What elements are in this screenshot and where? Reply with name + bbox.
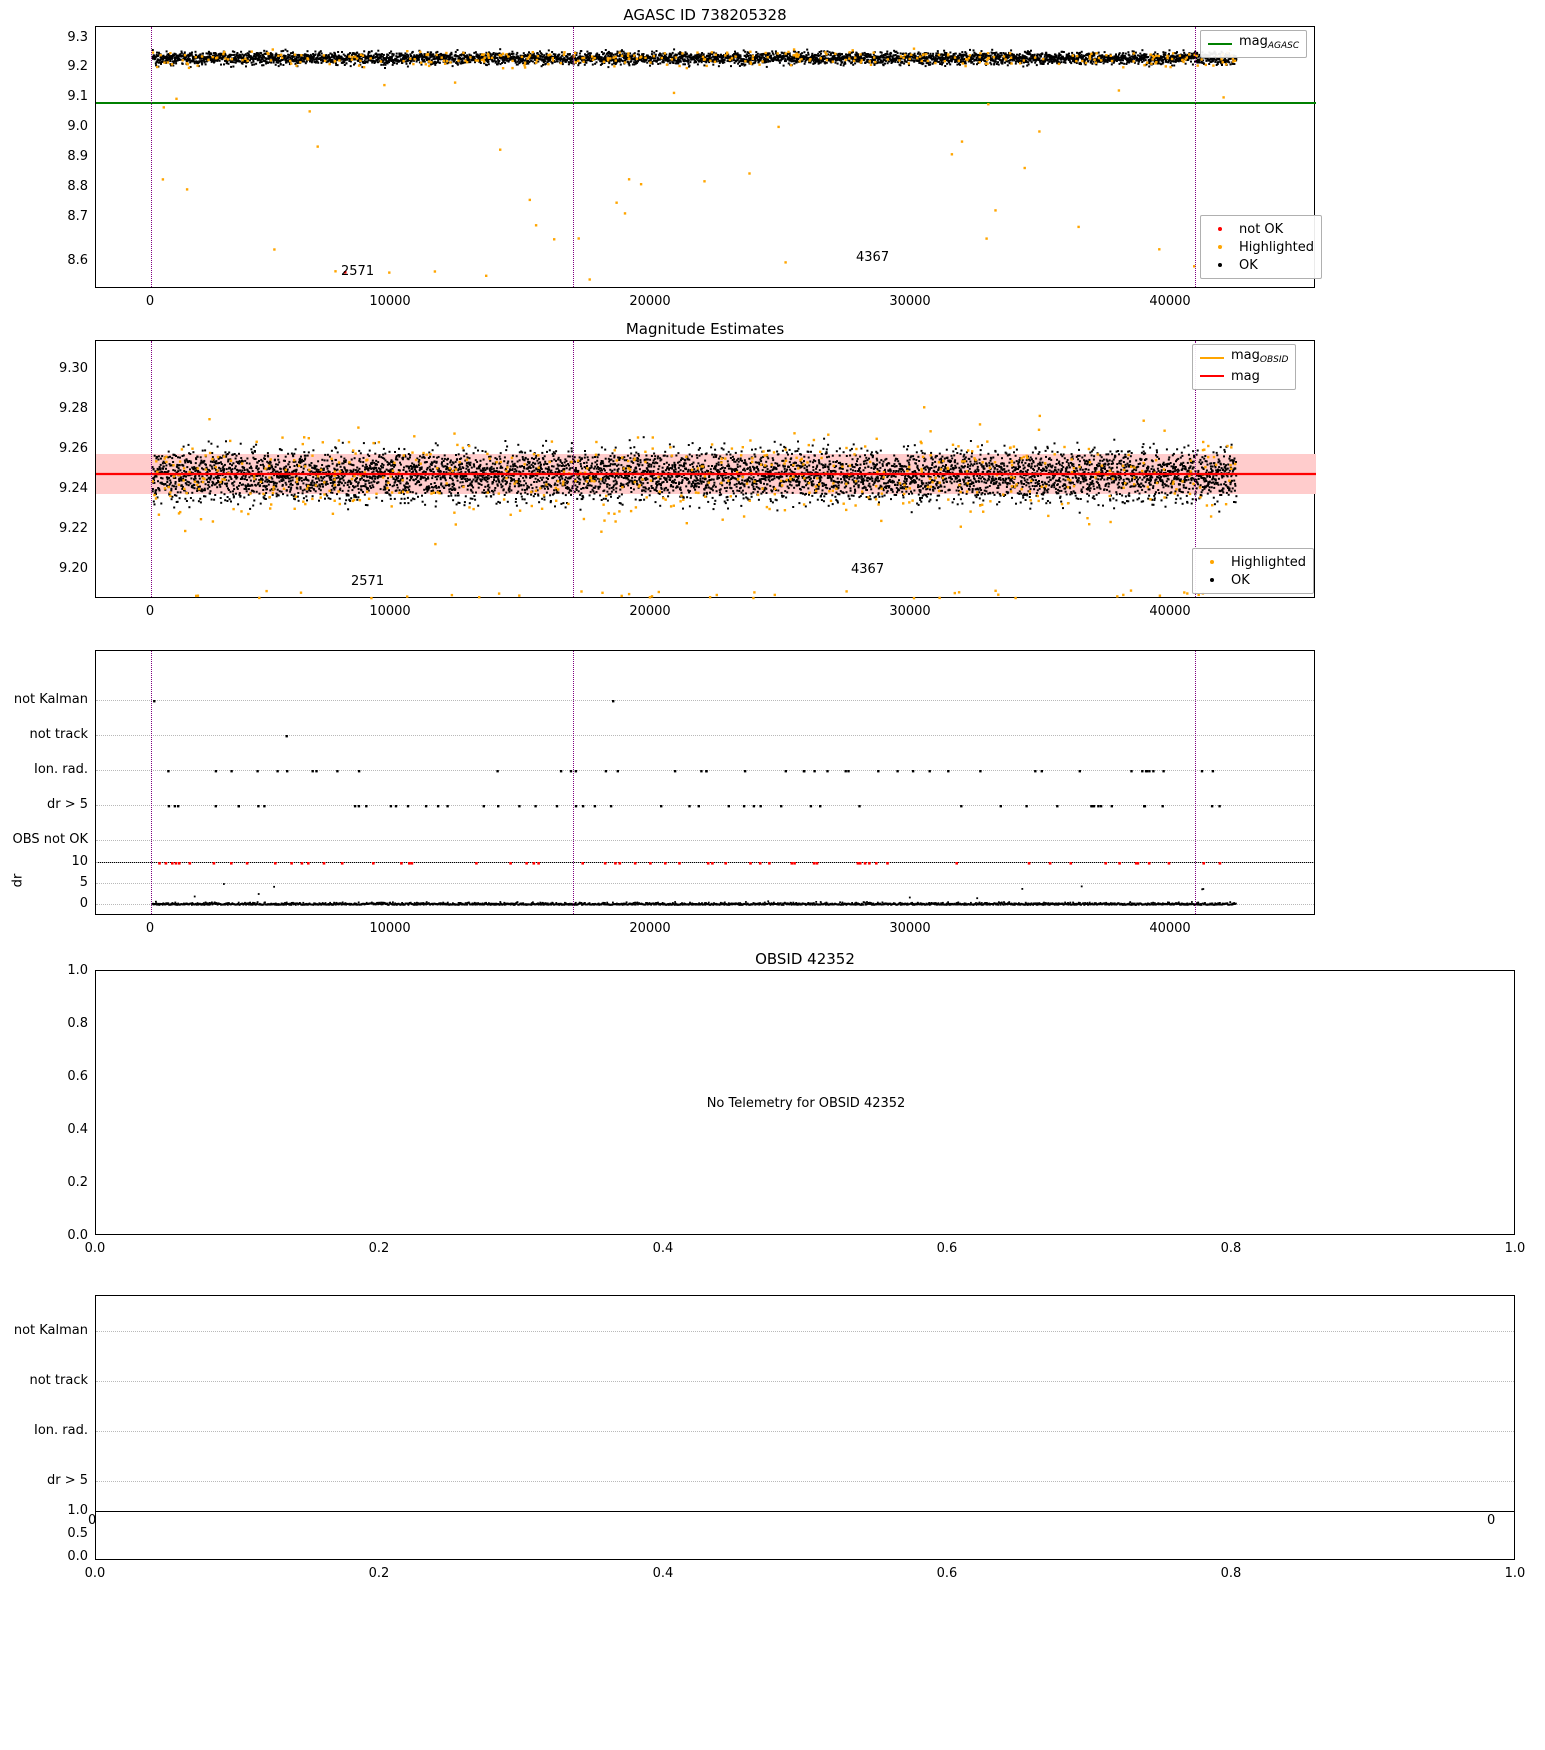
- xtick-label: 0.2: [368, 1566, 390, 1581]
- xtick-label: 0.6: [936, 1566, 958, 1581]
- xtick-label: 0.6: [936, 1241, 958, 1256]
- annotation-obsid-2571: 2571: [351, 574, 385, 589]
- ytick-label: 9.30: [59, 361, 88, 376]
- legend-entry-ok: [1207, 256, 1314, 274]
- ytick-label: 0.4: [67, 1122, 88, 1137]
- legend-label: Highlighted: [1231, 554, 1306, 570]
- panel-obsid: [0, 950, 1526, 1280]
- legend-label: mag$_{OBSID}$: [1231, 348, 1289, 365]
- legend-label: not OK: [1239, 221, 1284, 237]
- xtick-label: 30000: [889, 604, 931, 619]
- ytick-label: 0.8: [67, 1016, 88, 1031]
- panel-magnitude: [0, 320, 1500, 630]
- obsid-divider: [1195, 27, 1196, 287]
- legend-mag-lines[interactable]: [1192, 344, 1296, 390]
- xtick-label: 40000: [1149, 294, 1191, 309]
- legend-label: OK: [1231, 572, 1250, 588]
- panel-agasc: [0, 0, 1500, 320]
- xtick-label: 20000: [629, 604, 671, 619]
- corner-label-right: 0: [1487, 1513, 1496, 1528]
- xtick-label: 40000: [1149, 921, 1191, 936]
- xtick-label: 0.0: [84, 1566, 106, 1581]
- xtick-label: 0.8: [1220, 1566, 1242, 1581]
- obsid-divider: [151, 341, 152, 597]
- legend-label: OK: [1239, 257, 1258, 273]
- xtick-label: 20000: [629, 294, 671, 309]
- flag-row-label-not-track: not track: [29, 1373, 88, 1388]
- ytick-label: 9.26: [59, 441, 88, 456]
- xtick-label: 10000: [369, 921, 411, 936]
- dot-swatch-icon: [1207, 257, 1233, 274]
- ytick-label: 8.7: [67, 209, 88, 224]
- xtick-label: 0: [145, 294, 155, 309]
- dr-ytick-label: 5: [79, 875, 88, 890]
- dot-swatch-icon: [1207, 221, 1233, 238]
- dot-swatch-icon: [1207, 239, 1233, 256]
- flag-gridline: [96, 1431, 1514, 1432]
- flag-gridline: [96, 1381, 1514, 1382]
- obsid-divider: [151, 27, 152, 287]
- dot-swatch-icon: [1199, 554, 1225, 571]
- annotation-obsid-4367: 4367: [856, 250, 890, 265]
- legend-label: mag$_{AGASC}$: [1239, 34, 1300, 51]
- xtick-label: 30000: [889, 921, 931, 936]
- ytick-label: 9.3: [67, 30, 88, 45]
- panel-flags-scatter: [96, 651, 1314, 914]
- flag-row-label-dr-gt-5: dr > 5: [46, 1473, 88, 1488]
- panel-flags-axes: [95, 650, 1315, 915]
- xtick-label: 0: [145, 921, 155, 936]
- sub-ytick-label: 0.5: [67, 1526, 88, 1541]
- obsid-divider: [1195, 651, 1196, 914]
- xtick-label: 40000: [1149, 604, 1191, 619]
- flag-row-label-not-kalman: not Kalman: [13, 1323, 88, 1338]
- corner-label-left: 0: [88, 1513, 97, 1528]
- xtick-label: 0.2: [368, 1241, 390, 1256]
- flag-row-label-ion-rad: Ion. rad.: [34, 762, 88, 777]
- panel-obsid-axes: [95, 970, 1515, 1235]
- ytick-label: 9.1: [67, 89, 88, 104]
- ytick-label: 9.24: [59, 481, 88, 496]
- panel-obsid-title: OBSID 42352: [755, 950, 855, 968]
- annotation-obsid-4367: 4367: [851, 562, 885, 577]
- obsid-divider: [573, 27, 574, 287]
- panel-agasc-scatter: [96, 27, 1314, 287]
- ytick-label: 9.20: [59, 561, 88, 576]
- legend-label: Highlighted: [1239, 239, 1314, 255]
- legend-point-classes[interactable]: [1192, 548, 1314, 594]
- no-telemetry-message: No Telemetry for OBSID 42352: [706, 1096, 906, 1111]
- dr-ytick-label: 0: [79, 896, 88, 911]
- obsid-divider: [573, 341, 574, 597]
- flags-dr-separator: [96, 1511, 1514, 1512]
- ytick-label: 8.6: [67, 253, 88, 268]
- xtick-label: 0.4: [652, 1241, 674, 1256]
- panel-flags: [0, 630, 1500, 950]
- xtick-label: 10000: [369, 294, 411, 309]
- dot-swatch-icon: [1199, 572, 1225, 589]
- ytick-label: 9.2: [67, 59, 88, 74]
- legend-entry-ok: [1199, 571, 1306, 589]
- flag-row-label-not-kalman: not Kalman: [13, 692, 88, 707]
- legend-entry-mag: [1199, 367, 1288, 385]
- line-swatch-icon: [1207, 36, 1233, 53]
- xtick-label: 30000: [889, 294, 931, 309]
- flag-gridline: [96, 1331, 1514, 1332]
- xtick-label: 0: [145, 604, 155, 619]
- ytick-label: 0.6: [67, 1069, 88, 1084]
- ytick-label: 1.0: [67, 963, 88, 978]
- dr-axis-label: dr: [10, 873, 26, 888]
- xtick-label: 10000: [369, 604, 411, 619]
- sub-ytick-label: 0.0: [67, 1549, 88, 1564]
- panel-agasc-title: AGASC ID 738205328: [623, 6, 787, 24]
- xtick-label: 1.0: [1504, 1566, 1526, 1581]
- panel-magnitude-scatter: [96, 341, 1314, 597]
- panel-obsid-flags: [0, 1285, 1526, 1615]
- annotation-obsid-2571: 2571: [341, 264, 375, 279]
- ytick-label: 0.2: [67, 1175, 88, 1190]
- panel-obsid-flags-axes: [95, 1295, 1515, 1560]
- legend-entry-highlighted: [1199, 553, 1306, 571]
- ytick-label: 9.0: [67, 119, 88, 134]
- xtick-label: 1.0: [1504, 1241, 1526, 1256]
- flag-gridline: [96, 1481, 1514, 1482]
- panel-magnitude-title: Magnitude Estimates: [625, 320, 785, 338]
- panel-agasc-axes: [95, 26, 1315, 288]
- flag-row-label-ion-rad: Ion. rad.: [34, 1423, 88, 1438]
- legend-entry-mag-agasc: [1207, 35, 1299, 53]
- xtick-label: 0.8: [1220, 1241, 1242, 1256]
- ytick-label: 8.8: [67, 179, 88, 194]
- ytick-label: 9.22: [59, 521, 88, 536]
- flag-row-label-dr-gt-5: dr > 5: [46, 797, 88, 812]
- line-swatch-icon: [1199, 350, 1225, 367]
- xtick-label: 20000: [629, 921, 671, 936]
- ytick-label: 9.28: [59, 401, 88, 416]
- legend-point-classes[interactable]: [1200, 215, 1322, 279]
- dr-ytick-label: 10: [71, 854, 88, 869]
- sub-ytick-label: 1.0: [67, 1503, 88, 1518]
- xtick-label: 0.4: [652, 1566, 674, 1581]
- ytick-label: 8.9: [67, 149, 88, 164]
- line-swatch-icon: [1199, 368, 1225, 385]
- obsid-divider: [151, 651, 152, 914]
- legend-label: mag: [1231, 368, 1260, 384]
- legend-entry-not-ok: [1207, 220, 1314, 238]
- xtick-label: 0.0: [84, 1241, 106, 1256]
- flag-row-label-not-track: not track: [29, 727, 88, 742]
- flag-row-label-obs-not-ok: OBS not OK: [12, 832, 88, 847]
- obsid-divider: [573, 651, 574, 914]
- legend-mag-agasc[interactable]: [1200, 30, 1307, 58]
- ytick-label: 0.0: [67, 1228, 88, 1243]
- legend-entry-highlighted: [1207, 238, 1314, 256]
- legend-entry-mag-obsid: [1199, 349, 1288, 367]
- panel-magnitude-axes: [95, 340, 1315, 598]
